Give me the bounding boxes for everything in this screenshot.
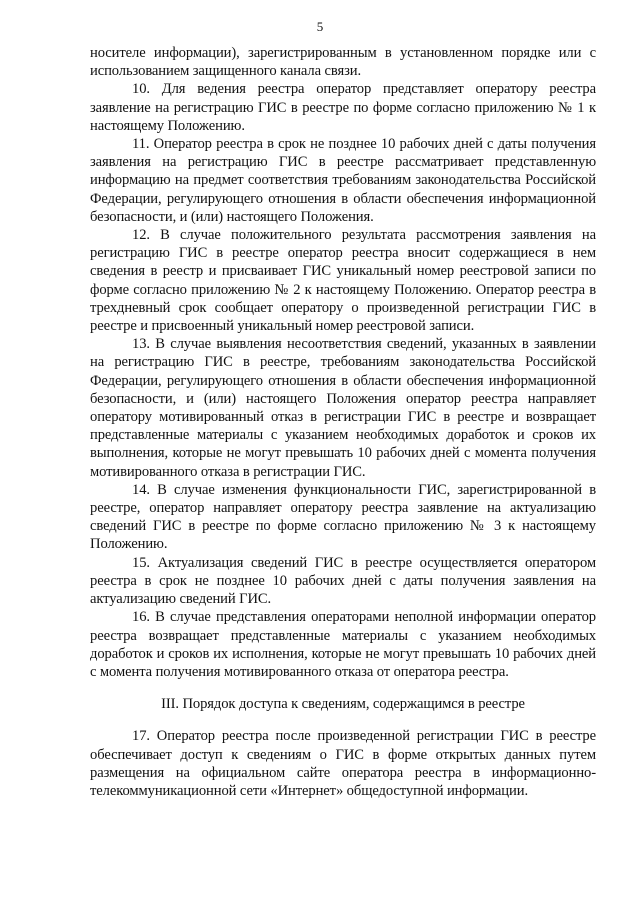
paragraph-16: 16. В случае представления операторами неполной информации оператор реестра возвращает представленные материалы с указанием необходимых доработок и сроков их исполнения, которые не могут превышать 10 рабочих дней с момента получения мотивированного отказа от оператора реестра.: [90, 609, 596, 680]
paragraph-10: 10. Для ведения реестра оператор представляет оператору реестра заявление на регистрацию ГИС в реестре по форме согласно приложению № 1 к настоящему Положению.: [90, 81, 596, 134]
page-number: 5: [316, 19, 324, 34]
paragraph-15: 15. Актуализация сведений ГИС в реестре осуществляется оператором реестра в срок не позднее 10 рабочих дней с даты получения заявления на актуализацию сведений ГИС.: [90, 554, 596, 608]
document-body: [90, 44, 596, 800]
paragraph-11: 11. Оператор реестра в срок не позднее 10 рабочих дней с даты получения заявления на регистрацию ГИС в реестре рассматривает представленную информацию на предмет соответствия требованиям законодательства Российской Федерации, регулирующего отношения в области обеспечения информационной безопасности, и (или) настоящего Положения.: [90, 136, 596, 225]
paragraph-12: 12. В случае положительного результата рассмотрения заявления на регистрацию ГИС в реестре оператор реестра вносит содержащиеся в нем сведения в реестр и присваивает ГИС уникальный номер реестровой записи по форме согласно приложению № 2 к настоящему Положению. Оператор реестра в трехдневный срок сообщает оператору о произведенной регистрации ГИС в реестре и присвоенный уникальный номер реестровой записи.: [90, 227, 596, 335]
paragraph-13: 13. В случае выявления несоответствия сведений, указанных в заявлении на регистрацию ГИС в реестре, требованиям законодательства Российской Федерации, регулирующего отношения в области обеспечения информационной безопасности, и (или) настоящего Положения оператор реестра направляет оператору мотивированный отказ в регистрации ГИС в реестре и возвращает представленные материалы с указанием необходимых доработок и сроков их выполнения, которые не могут превышать 10 рабочих дней с момента получения мотивированного отказа в регистрации ГИС.: [90, 336, 596, 480]
paragraph-14: 14. В случае изменения функциональности ГИС, зарегистрированной в реестре, оператор направляет оператору реестра заявление на актуализацию сведений ГИС в реестре по форме согласно приложению № 3 к настоящему Положению.: [90, 481, 596, 553]
paragraph-continuation: носителе информации), зарегистрированным в установленном порядке или с использованием защищенного канала связи.: [90, 45, 596, 80]
paragraph-17: 17. Оператор реестра после произведенной регистрации ГИС в реестре обеспечивает доступ к сведениям о ГИС в форме открытых данных путем размещения на официальном сайте оператора реестра в информационно-телекоммуникационной сети «Интернет» общедоступной информации.: [90, 728, 596, 799]
section-heading: III. Порядок доступа к сведениям, содержащимся в реестре: [161, 696, 525, 713]
